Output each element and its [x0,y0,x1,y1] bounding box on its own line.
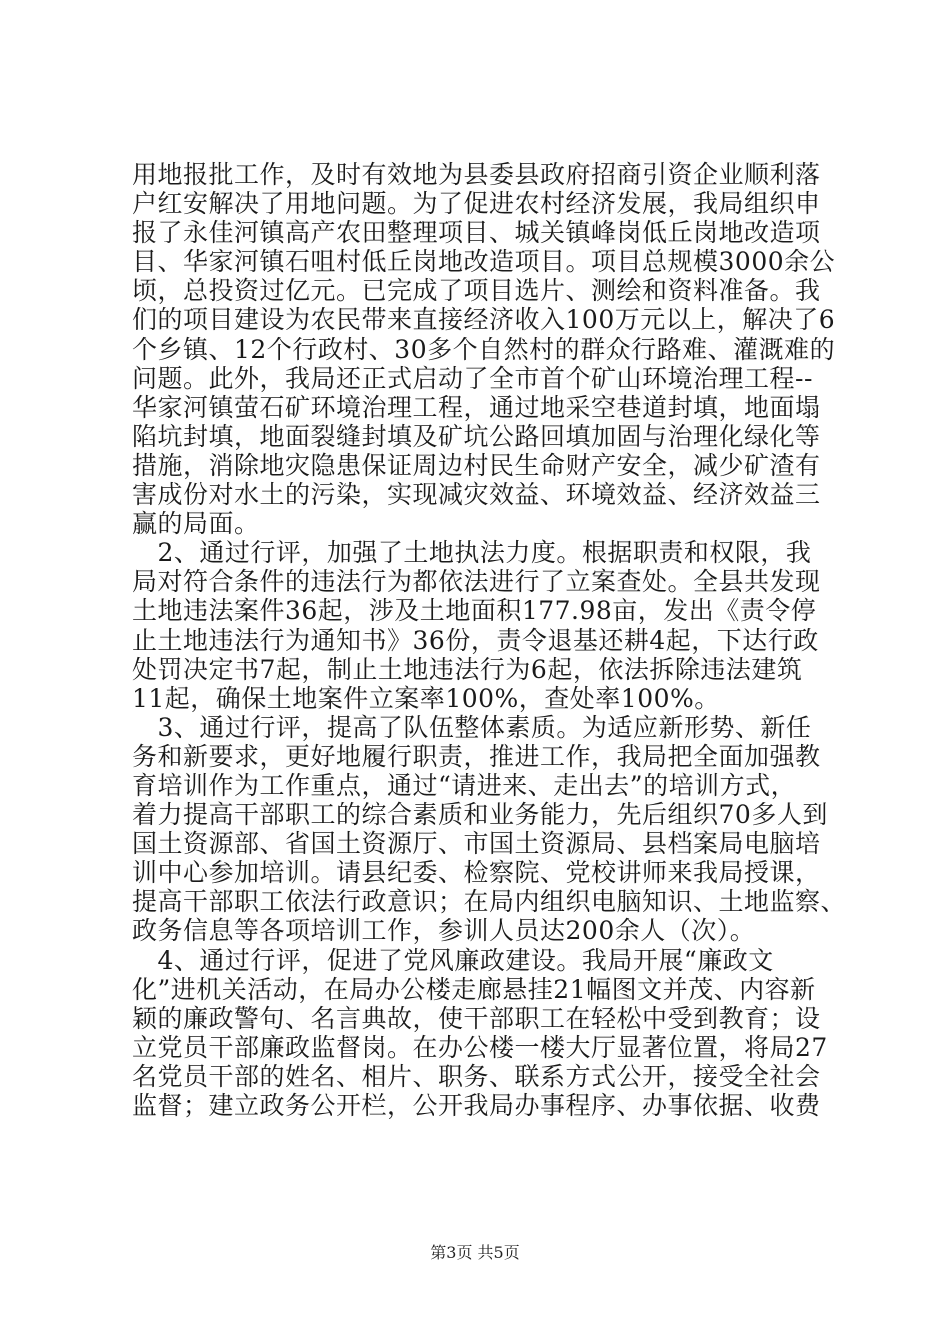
text-line: 用地报批工作，及时有效地为县委县政府招商引资企业顺利落 [132,160,821,189]
text-line: 2、通过行评，加强了土地执法力度。根据职责和权限，我 [132,538,812,568]
text-line: 监督；建立政务公开栏，公开我局办事程序、办事依据、收费 [132,1091,821,1120]
text-line: 赢的局面。 [132,509,260,539]
text-line: 个乡镇、12个行政村、30多个自然村的群众行路难、灌溉难的 [132,334,836,364]
page-number: 第3页 共5页 [430,1243,520,1262]
text-line: 11起，确保土地案件立案率100%，查处率100%。 [132,683,720,713]
text-line: 止土地违法行为通知书》36份，责令退基还耕4起，下达行政 [132,625,819,655]
text-line: 着力提高干部职工的综合素质和业务能力，先后组织70多人到 [132,800,828,830]
text-line: 华家河镇萤石矿环境治理工程，通过地采空巷道封填，地面塌 [132,392,821,422]
page-footer [0,1240,950,1263]
text-line: 们的项目建设为农民带来直接经济收入100万元以上，解决了6 [132,305,836,335]
text-line: 国土资源部、省国土资源厅、市国土资源局、县档案局电脑培 [132,829,821,859]
text-line: 政务信息等各项培训工作，参训人员达200余人（次）。 [132,916,756,946]
text-line: 颖的廉政警句、名言典故，使干部职工在轻松中受到教育；设 [132,1003,821,1033]
text-line: 处罚决定书7起，制止土地违法行为6起，依法拆除违法建筑 [132,654,803,684]
body-text [132,160,847,1120]
text-line: 措施，消除地灾隐患保证周边村民生命财产安全，减少矿渣有 [132,450,821,480]
text-line: 务和新要求，更好地履行职责，推进工作，我局把全面加强教 [132,741,821,771]
text-line: 化”进机关活动，在局办公楼走廊悬挂21幅图文并茂、内容新 [132,974,816,1004]
text-line: 育培训作为工作重点，通过“请进来、走出去”的培训方式， [132,770,797,800]
text-line: 立党员干部廉政监督岗。在办公楼一楼大厅显著位置，将局27 [132,1032,828,1062]
text-line: 目、华家河镇石咀村低丘岗地改造项目。项目总规模3000余公 [132,247,836,277]
text-line: 害成份对水土的污染，实现减灾效益、环境效益、经济效益三 [132,480,821,510]
text-line: 局对符合条件的违法行为都依法进行了立案查处。全县共发现 [132,567,821,597]
text-line: 训中心参加培训。请县纪委、检察院、党校讲师来我局授课， [132,858,821,888]
text-line: 提高干部职工依法行政意识；在局内组织电脑知识、土地监察、 [132,887,847,917]
text-line: 顷，总投资过亿元。已完成了项目选片、测绘和资料准备。我 [132,276,821,306]
text-line: 名党员干部的姓名、相片、职务、联系方式公开，接受全社会 [132,1061,821,1091]
text-line: 问题。此外，我局还正式启动了全市首个矿山环境治理工程-- [132,363,813,393]
text-line: 4、通过行评，促进了党风廉政建设。我局开展“廉政文 [132,945,774,975]
text-line: 土地违法案件36起，涉及土地面积177.98亩，发出《责令停 [132,596,817,626]
text-line: 户红安解决了用地问题。为了促进农村经济发展，我局组织申 [132,189,821,219]
text-line: 陷坑封填，地面裂缝封填及矿坑公路回填加固与治理化绿化等 [132,421,821,451]
text-line: 3、通过行评，提高了队伍整体素质。为适应新形势、新任 [132,712,812,742]
text-line: 报了永佳河镇高产农田整理项目、城关镇峰岗低丘岗地改造项 [132,218,821,248]
